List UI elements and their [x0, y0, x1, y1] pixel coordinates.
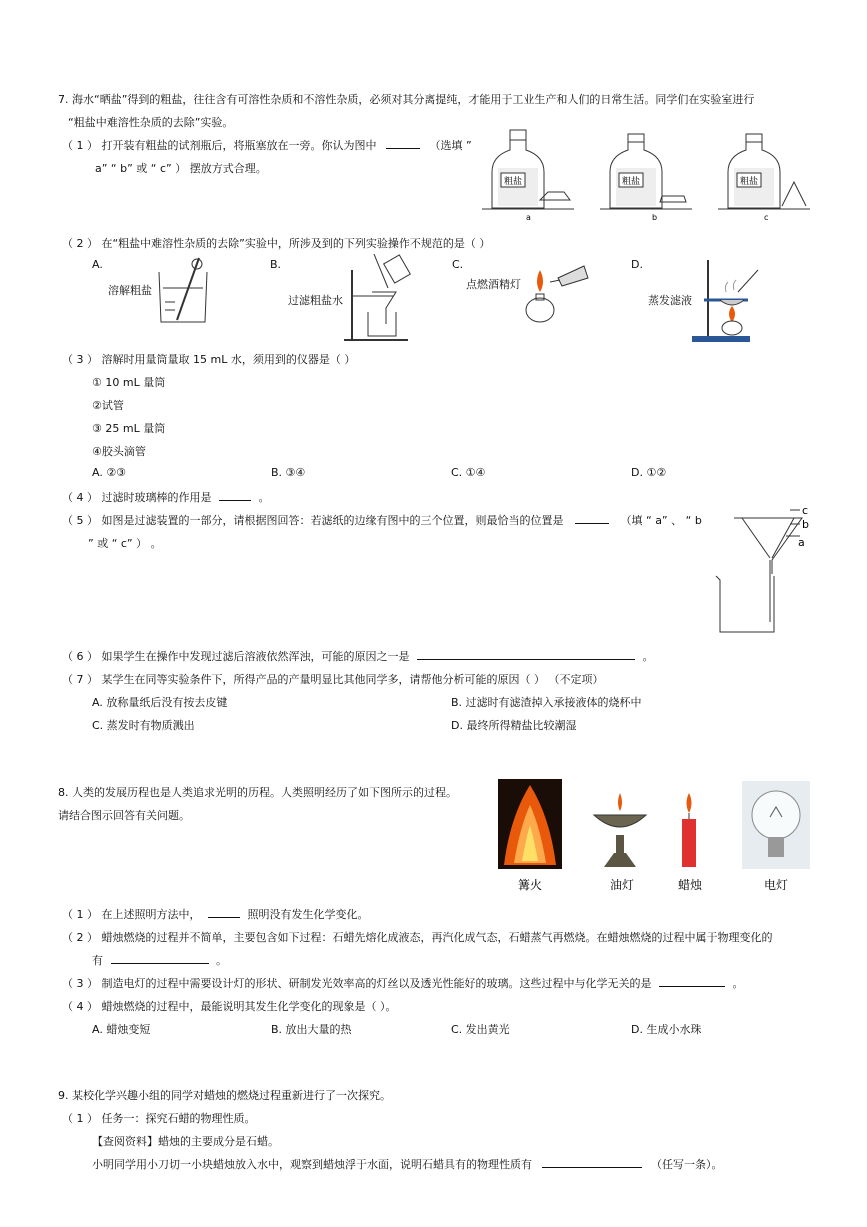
q7-part4-text: （ 4 ） 过滤时玻璃棒的作用是 — [62, 491, 212, 504]
q7-stem-line1: 7. 海水“晒盐”得到的粗盐，往往含有可溶性杂质和不溶性杂质，必须对其分离提纯，才能用于工业生产和人们的日常生活。同学们在实验室进行 — [58, 93, 755, 106]
bottle-c-label: 粗盐 — [740, 177, 759, 187]
q7-part2-opt-B[interactable]: B. — [270, 258, 282, 271]
q8-stem-line2: 请结合图示回答有关问题。 — [58, 809, 190, 822]
q9-part1-end: （任写一条）。 — [651, 1158, 723, 1171]
q7-part1-text2: （选填 ” — [429, 139, 472, 152]
funnel-tag-c: c — [802, 504, 809, 517]
q7-part5-text: （ 5 ） 如图是过滤装置的一部分，请根据图回答：若滤纸的边缘有图中的三个位置，则最恰当的位置是 — [62, 514, 564, 527]
q7-part4-blank[interactable] — [219, 490, 251, 501]
q7-part3-item4: ④胶头滴管 — [92, 445, 146, 458]
q7-part3: （ 3 ） 溶解时用量筒量取 15 mL 水，须用到的仪器是（ ） — [62, 353, 356, 366]
q7-part5-blank[interactable] — [575, 513, 609, 524]
q8-part3-text: （ 3 ） 制造电灯的过程中需要设计灯的形状、研制发光效率高的灯丝以及透光性能好的玻璃。这些过程中与化学无关的是 — [62, 977, 652, 990]
q7-part2-opt-A[interactable]: A. — [92, 258, 103, 271]
q7-part1-text: （ 1 ） 打开装有粗盐的试剂瓶后，将瓶塞放在一旁。你认为图中 — [62, 139, 377, 152]
q8-part4: （ 4 ） 蜡烛燃烧的过程中，最能说明其发生化学变化的现象是（ ）。 — [62, 1000, 397, 1013]
q7-part1-blank[interactable] — [386, 138, 420, 149]
q9-stem: 9. 某校化学兴趣小组的同学对蜡烛的燃烧过程重新进行了一次探究。 — [58, 1089, 391, 1102]
q9-part1: （ 1 ） 任务一：探究石蜡的物理性质。 — [62, 1112, 256, 1125]
tag-a: a — [526, 213, 531, 222]
q7-part2-opt-C[interactable]: C. — [452, 258, 464, 271]
q8-part1 — [62, 906, 369, 922]
q7-part5 — [62, 512, 702, 528]
funnel-beaker-figure — [712, 504, 812, 636]
q7-part7-opt-C[interactable]: C. 蒸发时有物质溅出 — [92, 719, 195, 732]
filtration-illustration — [344, 252, 424, 344]
q7-part3-item2: ②试管 — [92, 399, 124, 412]
q7-part6 — [62, 648, 654, 664]
q7-stem-line2: “粗盐中难溶性杂质的去除”实验。 — [68, 116, 234, 129]
bottle-b — [600, 134, 692, 209]
bottle-b-label: 粗盐 — [622, 177, 641, 187]
q8-part4-opt-C[interactable]: C. 发出黄光 — [451, 1023, 510, 1036]
q7-part2: （ 2 ） 在“粗盐中难溶性杂质的去除”实验中，所涉及到的下列实验操作不规范的是（ ） — [62, 237, 491, 250]
q7-part5-text2: （填 “ a” 、 “ b — [620, 514, 702, 527]
q7-part6-blank[interactable] — [417, 649, 635, 660]
q7-part4-end: 。 — [258, 491, 270, 504]
caption-electric-light: 电灯 — [764, 878, 789, 892]
q8-part1-text2: 照明没有发生化学变化。 — [247, 908, 369, 921]
q7-part3-item3: ③ 25 mL 量筒 — [92, 422, 166, 435]
bottle-c — [718, 134, 810, 209]
lighting-history-figure — [496, 777, 816, 893]
evaporation-illustration — [692, 256, 768, 346]
oil-lamp-image — [594, 793, 646, 867]
q7-part7-opt-A[interactable]: A. 放称量纸后没有按去皮键 — [92, 696, 228, 709]
q8-stem-line1: 8. 人类的发展历程也是人类追求光明的历程。人类照明经历了如下图所示的过程。 — [58, 786, 457, 799]
caption-bonfire: 篝火 — [518, 878, 543, 892]
q8-part2: （ 2 ） 蜡烛燃烧的过程并不简单，主要包含如下过程：石蜡先熔化成液态，再汽化成气态，石蜡蒸气再燃烧。在蜡烛燃烧的过程中属于物理变化的 — [62, 931, 773, 944]
q7-part6-end: 。 — [642, 650, 654, 663]
bonfire-image — [498, 779, 562, 869]
tag-b: b — [652, 213, 658, 222]
tag-c: c — [764, 213, 769, 222]
q8-part2-end: 。 — [216, 954, 227, 967]
q8-part3-blank[interactable] — [659, 976, 725, 987]
q7-part2-caption-C: 点燃酒精灯 — [466, 278, 521, 291]
q9-part1-blank[interactable] — [542, 1157, 642, 1168]
q8-part3 — [62, 975, 743, 991]
q7-part3-opt-A[interactable]: A. ②③ — [92, 466, 127, 479]
caption-candle: 蜡烛 — [678, 878, 703, 892]
q7-part7: （ 7 ） 某学生在同等实验条件下，所得产品的产量明显比其他同学多，请帮他分析可能的原因（ ） （不定项） — [62, 673, 604, 686]
q7-part4 — [62, 489, 270, 505]
alcohol-lamp-illustration — [522, 260, 592, 326]
dissolve-beaker-illustration — [155, 258, 215, 328]
q7-part2-caption-A: 溶解粗盐 — [108, 284, 152, 297]
q7-part3-item1: ① 10 mL 量筒 — [92, 376, 166, 389]
q7-part2-opt-D[interactable]: D. — [631, 258, 643, 271]
q7-part3-opt-D[interactable]: D. ①② — [631, 466, 667, 479]
caption-oil-lamp: 油灯 — [610, 878, 635, 892]
q8-part3-end: 。 — [732, 977, 744, 990]
q7-part2-caption-D: 蒸发滤液 — [648, 294, 692, 307]
q7-part2-caption-B: 过滤粗盐水 — [288, 294, 343, 307]
q7-part1 — [62, 137, 472, 153]
bottle-a — [482, 130, 574, 209]
q8-part1-text: （ 1 ） 在上述照明方法中， — [62, 908, 201, 921]
q8-part2-blank[interactable] — [111, 953, 209, 964]
q7-part7-opt-D[interactable]: D. 最终所得精盐比较潮湿 — [451, 719, 577, 732]
q7-part1-options: a” “ b” 或 “ c” ） 摆放方式合理。 — [95, 162, 267, 175]
q7-part3-opt-C[interactable]: C. ①④ — [451, 466, 486, 479]
q8-part4-opt-B[interactable]: B. 放出大量的热 — [271, 1023, 352, 1036]
q7-part6-text: （ 6 ） 如果学生在操作中发现过滤后溶液依然浑浊，可能的原因之一是 — [62, 650, 410, 663]
q8-part2-line2 — [92, 952, 227, 968]
q8-part2-text: 有 — [92, 954, 103, 967]
q9-reference: 【查阅资料】蜡烛的主要成分是石蜡。 — [92, 1135, 279, 1148]
reagent-bottles-figure — [482, 128, 812, 224]
funnel-tag-a: a — [798, 536, 805, 549]
funnel-tag-b: b — [802, 518, 809, 531]
q7-part3-opt-B[interactable]: B. ③④ — [271, 466, 306, 479]
light-bulb-image — [742, 781, 810, 869]
candle-image — [682, 793, 696, 867]
q8-part1-blank[interactable] — [208, 907, 240, 918]
q9-part1-text: 小明同学用小刀切一小块蜡烛放入水中，观察到蜡烛浮于水面，说明石蜡具有的物理性质有 — [92, 1158, 532, 1171]
bottle-a-label: 粗盐 — [504, 177, 523, 187]
q8-part4-opt-A[interactable]: A. 蜡烛变短 — [92, 1023, 151, 1036]
q7-part5-options: ” 或 “ c” ） 。 — [88, 537, 162, 550]
q8-part4-opt-D[interactable]: D. 生成小水珠 — [631, 1023, 702, 1036]
q7-part7-opt-B[interactable]: B. 过滤时有滤渣掉入承接液体的烧杯中 — [451, 696, 642, 709]
q9-part1-question — [92, 1156, 723, 1172]
